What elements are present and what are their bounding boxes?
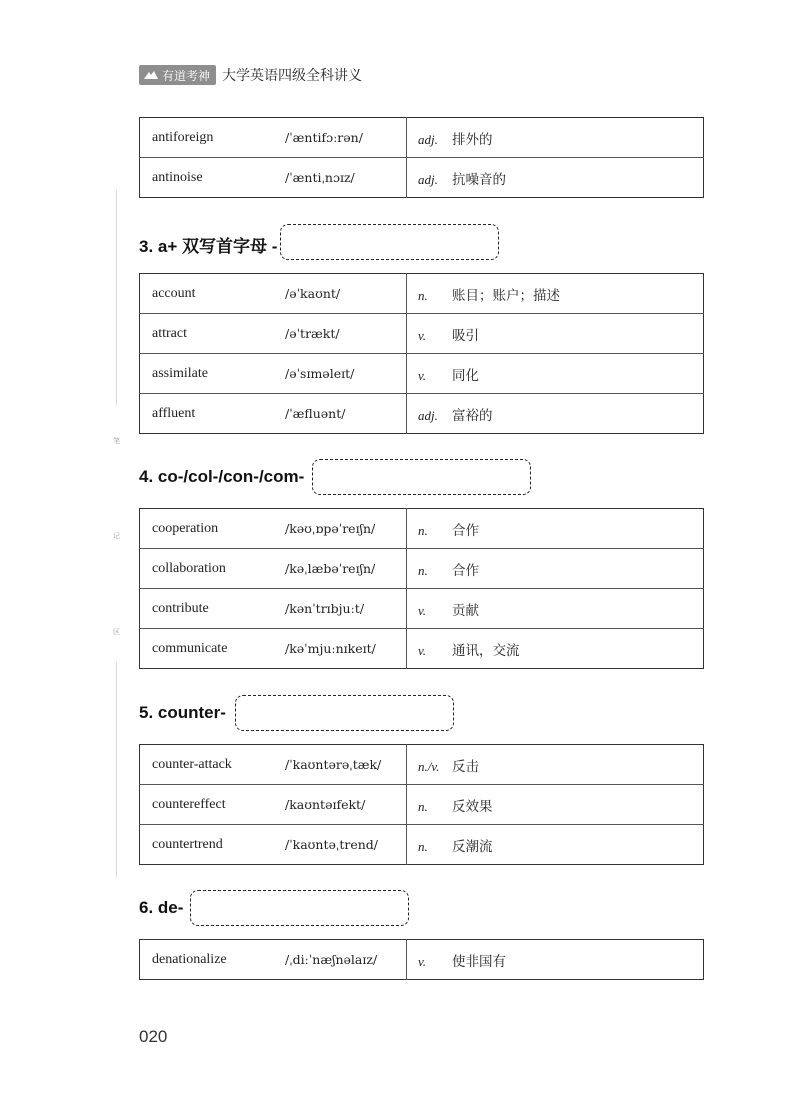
fill-in-blank-box[interactable]: [235, 695, 454, 731]
part-of-speech: v.: [418, 327, 427, 343]
fill-in-blank-box[interactable]: [280, 224, 499, 260]
meaning-cell: [407, 825, 704, 865]
definition: 排外的: [452, 131, 493, 148]
definition: 使非国有: [452, 953, 506, 970]
margin-note-char: 笔: [113, 437, 120, 445]
definition: 贡献: [452, 602, 479, 619]
part-of-speech: v.: [418, 953, 427, 969]
vocab-table: [139, 273, 704, 434]
part-of-speech: v.: [418, 642, 427, 658]
margin-note-char: 记: [113, 532, 120, 540]
table-row: [140, 509, 704, 549]
definition: 反效果: [452, 798, 493, 815]
word-cell: countereffect: [140, 785, 286, 825]
vocab-table: [139, 744, 704, 865]
table-row: [140, 274, 704, 314]
meaning-cell: [407, 589, 704, 629]
table-row: [140, 589, 704, 629]
fill-in-blank-box[interactable]: [312, 459, 531, 495]
phonetic-cell: /ˈæfluənt/: [285, 394, 407, 434]
phonetic-cell: /kəˌlæbəˈreɪʃn/: [285, 549, 407, 589]
part-of-speech: v.: [418, 602, 427, 618]
fill-in-blank-box[interactable]: [190, 890, 409, 926]
word-cell: communicate: [152, 640, 228, 656]
word-cell: antiforeign: [140, 118, 286, 158]
word-cell: contribute: [140, 589, 286, 629]
meaning-cell: [407, 158, 704, 198]
part-of-speech: n.: [418, 562, 428, 578]
definition: 账目；账户；描述: [452, 287, 560, 304]
meaning-cell: [407, 314, 704, 354]
part-of-speech: n.: [418, 798, 428, 814]
phonetic-cell: /kaʊntəɪfekt/: [285, 785, 407, 825]
meaning-cell: [407, 274, 704, 314]
table-row: [140, 394, 704, 434]
meaning-cell: [407, 509, 704, 549]
book-title: 大学英语四级全科讲义: [222, 68, 363, 84]
definition: 反潮流: [452, 838, 493, 855]
page-number: 020: [139, 1027, 168, 1046]
table-row: [140, 940, 704, 980]
vocab-table: [139, 939, 704, 980]
margin-note-char: 区: [113, 628, 120, 636]
part-of-speech: adj.: [418, 131, 438, 147]
table-row: [140, 785, 704, 825]
word-cell: affluent: [152, 405, 196, 421]
word-cell: assimilate: [140, 354, 286, 394]
table-row: [140, 549, 704, 589]
part-of-speech: n.: [418, 287, 428, 303]
word-cell: cooperation: [140, 509, 286, 549]
page-header: [139, 64, 362, 86]
word-cell: account: [140, 274, 286, 314]
phonetic-cell: /əˈtrækt/: [285, 314, 407, 354]
part-of-speech: adj.: [418, 407, 438, 423]
phonetic-cell: /kəʊˌɒpəˈreɪʃn/: [285, 509, 407, 549]
table-row: [140, 629, 704, 669]
phonetic-cell: /kəˈmjuːnɪkeɪt/: [285, 629, 407, 669]
definition: 通讯，交流: [452, 642, 520, 659]
definition: 同化: [452, 367, 479, 384]
table-row: [140, 354, 704, 394]
phonetic-cell: /ˌdiːˈnæʃnəlaɪz/: [285, 940, 407, 980]
meaning-cell: [407, 745, 704, 785]
table-row: [140, 745, 704, 785]
definition: 反击: [452, 758, 479, 775]
phonetic-cell: /ˈæntifɔːrən/: [285, 118, 407, 158]
part-of-speech: n.: [418, 522, 428, 538]
definition: 合作: [452, 562, 479, 579]
meaning-cell: [407, 394, 704, 434]
meaning-cell: [407, 549, 704, 589]
section-heading: 6. de-: [139, 898, 184, 917]
vocab-table: [139, 117, 704, 198]
phonetic-cell: /əˈsɪməleɪt/: [285, 354, 407, 394]
definition: 吸引: [452, 327, 479, 344]
part-of-speech: adj.: [418, 171, 438, 187]
meaning-cell: [407, 629, 704, 669]
table-row: [140, 158, 704, 198]
meaning-cell: [407, 940, 704, 980]
vocab-table: [139, 508, 704, 669]
meaning-cell: [407, 118, 704, 158]
word-cell: denationalize: [152, 951, 227, 967]
table-row: [140, 314, 704, 354]
phonetic-cell: /ˈkaʊntəˌtrend/: [285, 825, 407, 865]
phonetic-cell: /ˈæntiˌnɔɪz/: [285, 158, 407, 198]
part-of-speech: v.: [418, 367, 427, 383]
brand-logo-icon: [143, 69, 159, 81]
definition: 富裕的: [452, 407, 493, 424]
section-heading: 4. co-/col-/con-/com-: [139, 467, 305, 486]
meaning-cell: [407, 785, 704, 825]
part-of-speech: n.: [418, 838, 428, 854]
phonetic-cell: /əˈkaʊnt/: [285, 274, 407, 314]
section-heading: 5. counter-: [139, 703, 226, 722]
definition: 合作: [452, 522, 479, 539]
part-of-speech: n./v.: [418, 758, 440, 774]
margin-rule-top: [116, 190, 117, 405]
word-cell: antinoise: [152, 169, 203, 185]
phonetic-cell: /kənˈtrɪbjuːt/: [285, 589, 407, 629]
meaning-cell: [407, 354, 704, 394]
word-cell: counter-attack: [140, 745, 286, 785]
definition: 抗噪音的: [452, 171, 506, 188]
phonetic-cell: /ˈkaʊntərəˌtæk/: [285, 745, 407, 785]
table-row: [140, 825, 704, 865]
brand-name: 有道考神: [162, 68, 211, 83]
word-cell: attract: [140, 314, 286, 354]
table-row: [140, 118, 704, 158]
brand-badge: [139, 65, 216, 85]
word-cell: countertrend: [152, 836, 223, 852]
margin-rule-bottom: [116, 662, 117, 877]
section-heading: 3. a+ 双写首字母 -: [139, 237, 278, 256]
word-cell: collaboration: [140, 549, 286, 589]
